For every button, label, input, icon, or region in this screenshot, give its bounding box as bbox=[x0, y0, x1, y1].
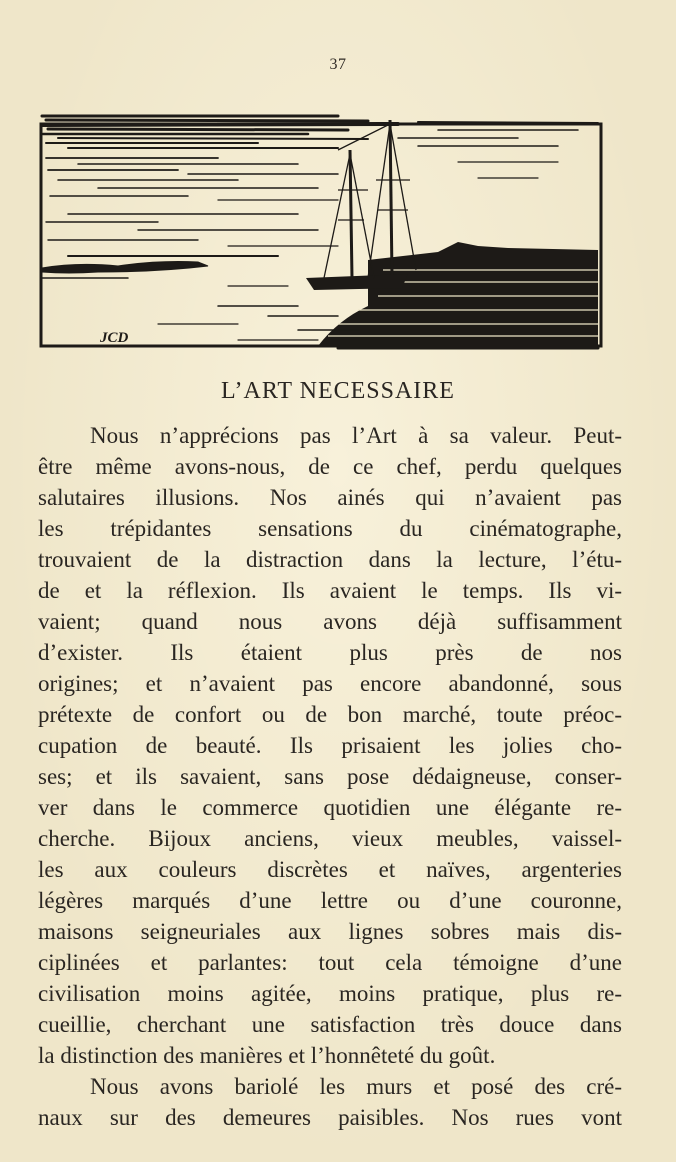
text-line: la distinction des manières et l’honnêteté du goût. bbox=[38, 1043, 496, 1068]
text-line: cueillie, cherchant une satisfaction très douce dans bbox=[38, 1012, 622, 1037]
text-line: être même avons-nous, de ce chef, perdu quelques bbox=[38, 454, 622, 479]
text-line: Nous avons bariolé les murs et posé des cré- bbox=[90, 1074, 622, 1099]
text-line: maisons seigneuriales aux lignes sobres mais dis- bbox=[38, 919, 622, 944]
text-line: ver dans le commerce quotidien une élégante re- bbox=[38, 795, 622, 820]
text-line: cherche. Bijoux anciens, vieux meubles, vaissel- bbox=[38, 826, 622, 851]
text-line: légères marqués d’une lettre ou d’une couronne, bbox=[38, 888, 622, 913]
text-line: ses; et ils savaient, sans pose dédaigneuse, conser- bbox=[38, 764, 622, 789]
chapter-title: L’ART NECESSAIRE bbox=[221, 378, 455, 404]
text-line: prétexte de confort ou de bon marché, toute préoc- bbox=[38, 702, 622, 727]
text-line: naux sur des demeures paisibles. Nos rues vont bbox=[38, 1105, 622, 1130]
text-line: origines; et n’avaient pas encore abandonné, sous bbox=[38, 671, 622, 696]
text-line: cupation de beauté. Ils prisaient les jolies cho- bbox=[38, 733, 622, 758]
page-number: 37 bbox=[329, 56, 347, 73]
text-line: les aux couleurs discrètes et naïves, argenteries bbox=[38, 857, 622, 882]
text-line: d’exister. Ils étaient plus près de nos bbox=[38, 640, 622, 665]
text-line: Nous n’apprécions pas l’Art à sa valeur. Peut- bbox=[90, 423, 622, 448]
text-line: trouvaient de la distraction dans la lecture, l’étu- bbox=[38, 547, 622, 572]
svg-text:JCD: JCD bbox=[100, 330, 129, 346]
text-line: vaient; quand nous avons déjà suffisamment bbox=[38, 609, 622, 634]
text-line: salutaires illusions. Nos ainés qui n’avaient pas bbox=[38, 485, 622, 510]
text-line: les trépidantes sensations du cinématographe, bbox=[38, 516, 622, 541]
text-line: de et la réflexion. Ils avaient le temps. Ils vi- bbox=[38, 578, 622, 603]
body-text bbox=[38, 420, 622, 1133]
text-line: ciplinées et parlantes: tout cela témoigne d’une bbox=[38, 950, 622, 975]
harbor-sailboat-engraving-icon bbox=[38, 110, 604, 354]
text-line: civilisation moins agitée, moins pratique, plus re- bbox=[38, 981, 622, 1006]
